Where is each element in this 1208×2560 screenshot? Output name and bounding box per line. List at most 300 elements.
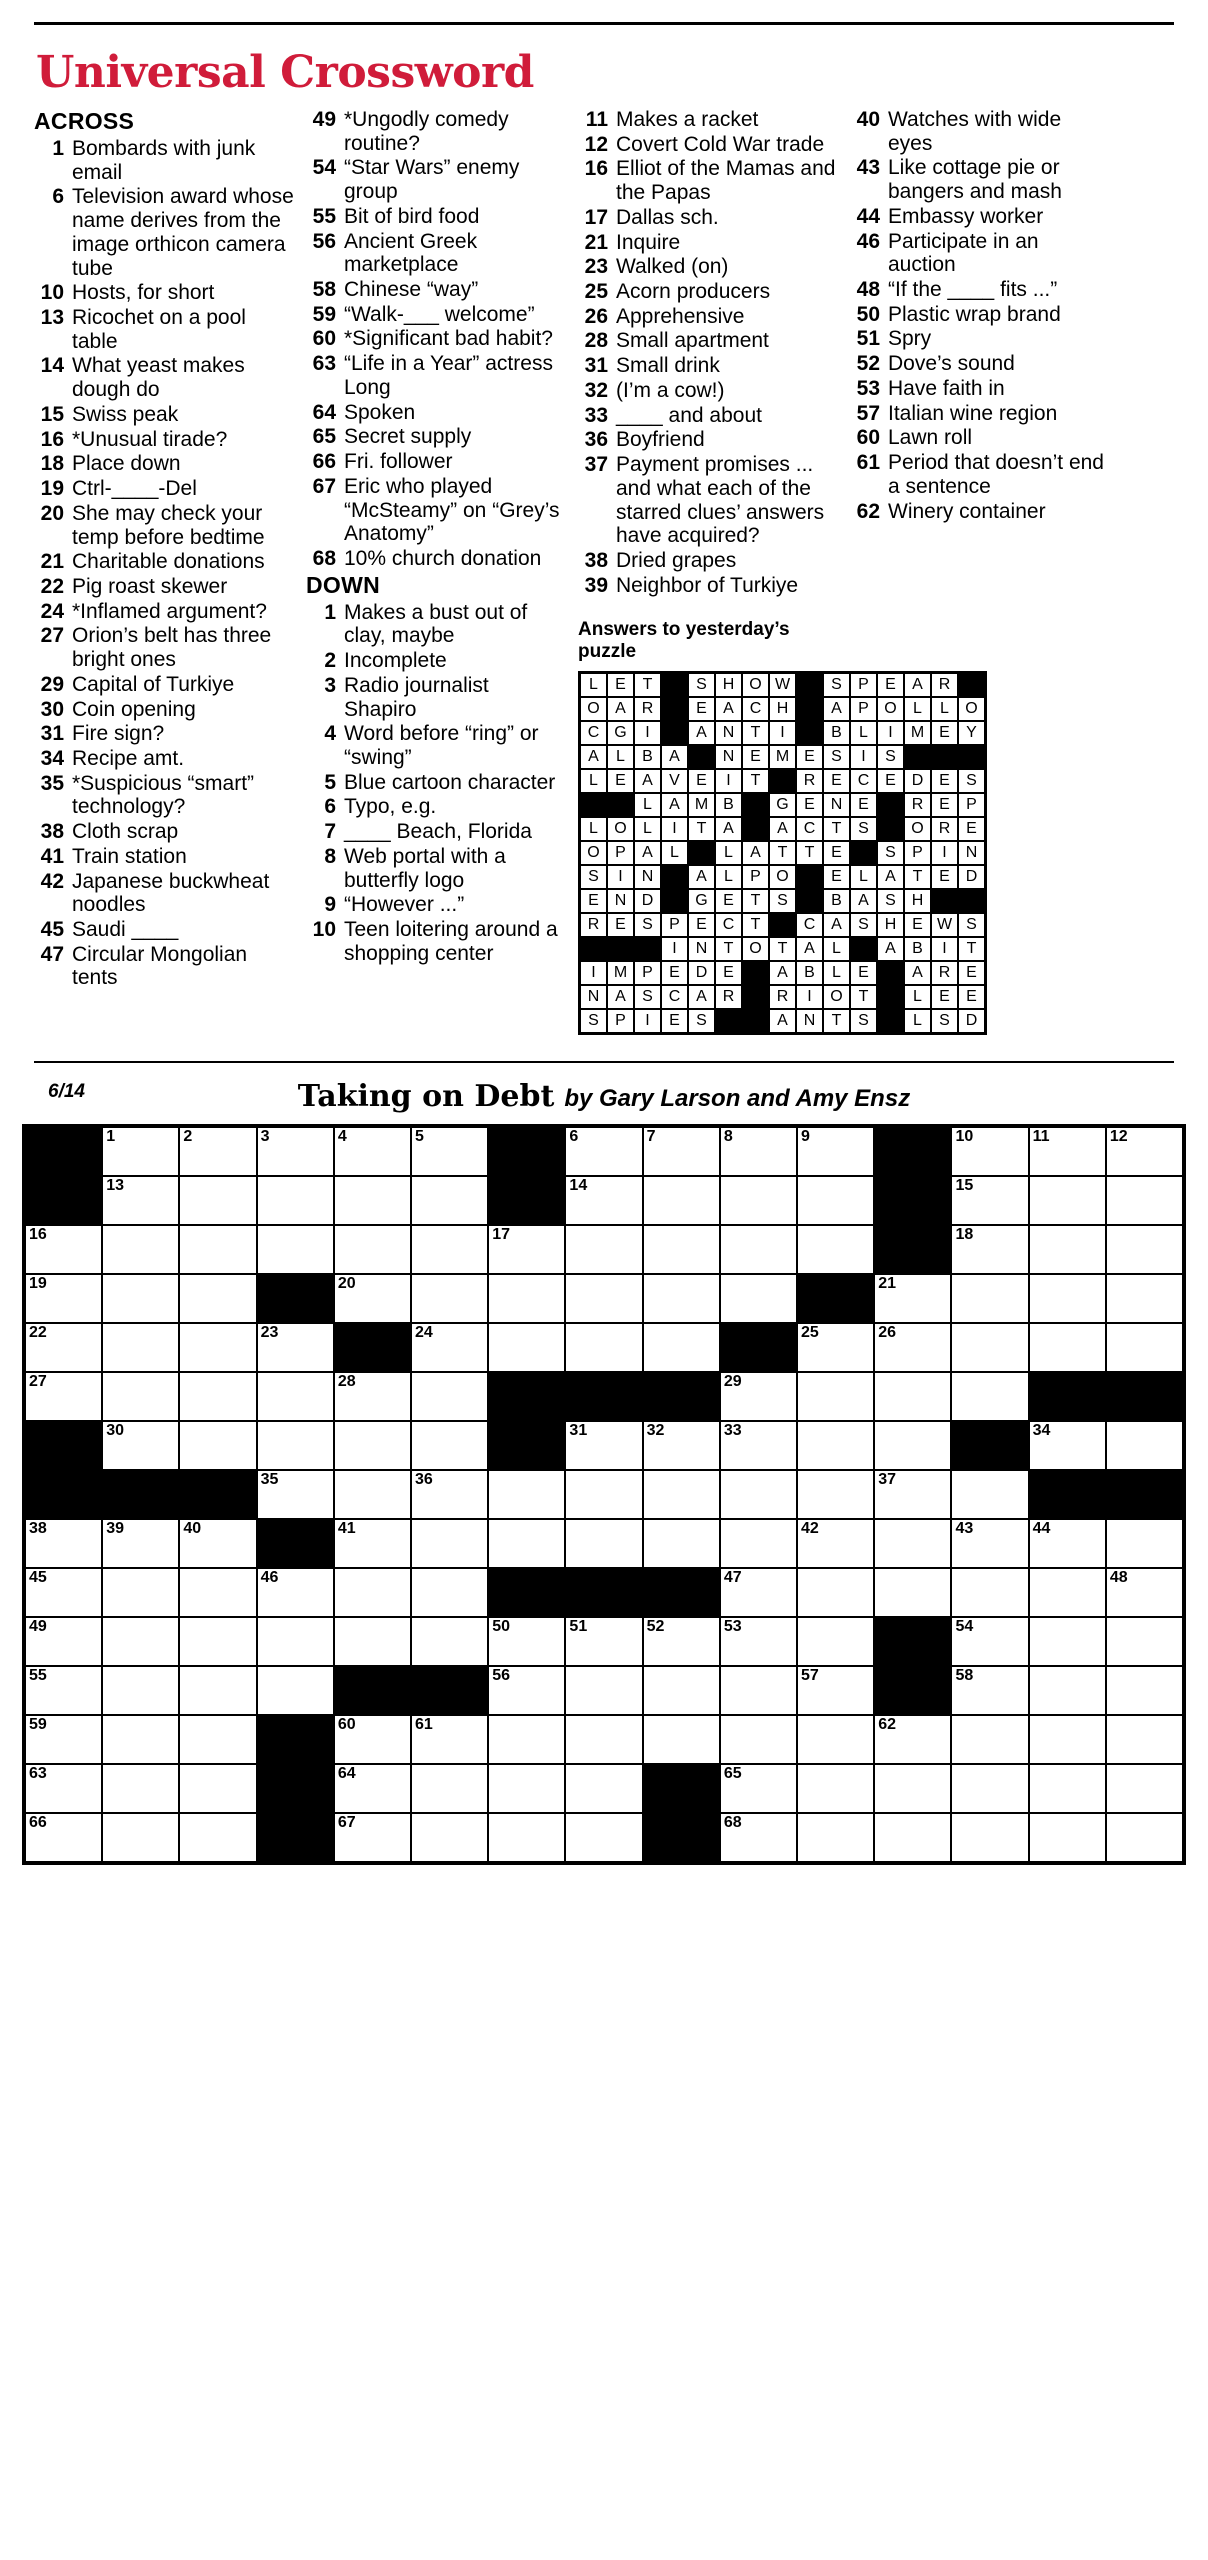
grid-cell[interactable] [797, 1764, 874, 1813]
grid-cell[interactable] [102, 1323, 179, 1372]
grid-cell[interactable] [797, 1813, 874, 1862]
grid-cell[interactable] [179, 1421, 256, 1470]
grid-cell[interactable] [334, 1568, 411, 1617]
grid-cell[interactable] [179, 1372, 256, 1421]
grid-block-cell [488, 1127, 565, 1176]
grid-cell[interactable] [257, 1127, 334, 1176]
answers-letter-cell: C [796, 913, 823, 937]
answers-letter-cell: I [931, 841, 958, 865]
grid-cell[interactable] [643, 1666, 720, 1715]
grid-cell[interactable] [488, 1225, 565, 1274]
grid-cell[interactable] [643, 1274, 720, 1323]
grid-cell[interactable] [874, 1715, 951, 1764]
clue-item [578, 354, 838, 378]
grid-cell[interactable] [488, 1274, 565, 1323]
answers-letter-cell: A [742, 841, 769, 865]
grid-cell[interactable] [25, 1764, 102, 1813]
grid-cell[interactable] [102, 1519, 179, 1568]
grid-cell[interactable] [488, 1764, 565, 1813]
grid-cell[interactable] [1029, 1274, 1106, 1323]
grid-cell[interactable] [797, 1421, 874, 1470]
grid-cell[interactable] [411, 1568, 488, 1617]
clue-item [306, 918, 566, 965]
grid-cell[interactable] [874, 1372, 951, 1421]
grid-cell[interactable] [411, 1127, 488, 1176]
grid-cell-number: 5 [415, 1128, 424, 1146]
grid-cell[interactable] [643, 1176, 720, 1225]
clue-number: 32 [584, 378, 608, 402]
answers-letter-cell: L [715, 865, 742, 889]
grid-cell[interactable] [1106, 1127, 1183, 1176]
answers-block-cell [661, 889, 688, 913]
clue-number: 16 [584, 157, 608, 181]
across-heading: ACROSS [34, 108, 135, 134]
grid-cell[interactable] [179, 1568, 256, 1617]
answers-letter-cell: N [823, 793, 850, 817]
grid-cell[interactable] [951, 1470, 1028, 1519]
grid-cell[interactable] [257, 1617, 334, 1666]
grid-cell[interactable] [720, 1813, 797, 1862]
grid-cell[interactable] [257, 1470, 334, 1519]
grid-cell[interactable] [1106, 1176, 1183, 1225]
grid-cell[interactable] [874, 1764, 951, 1813]
grid-cell[interactable] [25, 1715, 102, 1764]
grid-cell[interactable] [411, 1372, 488, 1421]
answers-letter-cell: O [742, 937, 769, 961]
grid-cell[interactable] [720, 1764, 797, 1813]
grid-block-cell [488, 1372, 565, 1421]
grid-cell[interactable] [411, 1813, 488, 1862]
grid-cell[interactable] [1106, 1421, 1183, 1470]
grid-cell[interactable] [334, 1176, 411, 1225]
grid-cell[interactable] [179, 1764, 256, 1813]
answers-letter-cell: P [904, 841, 931, 865]
clue-item [578, 231, 838, 255]
clue-item [34, 698, 294, 722]
grid-cell[interactable] [951, 1225, 1028, 1274]
grid-cell[interactable] [334, 1372, 411, 1421]
grid-cell[interactable] [257, 1421, 334, 1470]
grid-cell[interactable] [1029, 1127, 1106, 1176]
clue-text: Apprehensive [616, 304, 745, 328]
grid-cell[interactable] [643, 1323, 720, 1372]
grid-cell[interactable] [102, 1372, 179, 1421]
grid-cell[interactable] [720, 1568, 797, 1617]
clue-text: Circular Mongolian tents [72, 942, 248, 990]
grid-cell[interactable] [1106, 1617, 1183, 1666]
grid-cell-number: 20 [337, 1275, 356, 1293]
grid-cell[interactable] [257, 1666, 334, 1715]
grid-cell[interactable] [643, 1715, 720, 1764]
grid-cell[interactable] [720, 1519, 797, 1568]
grid-cell[interactable] [1106, 1274, 1183, 1323]
clue-text: Winery container [888, 499, 1046, 523]
grid-cell[interactable] [565, 1764, 642, 1813]
grid-cell[interactable] [25, 1225, 102, 1274]
grid-cell[interactable] [334, 1225, 411, 1274]
grid-block-cell [488, 1568, 565, 1617]
grid-cell[interactable] [411, 1519, 488, 1568]
clue-number: 15 [40, 402, 64, 426]
grid-block-cell [488, 1176, 565, 1225]
grid-cell[interactable] [565, 1176, 642, 1225]
answers-block-cell [661, 721, 688, 745]
answers-letter-cell: A [661, 793, 688, 817]
answers-block-cell [688, 745, 715, 769]
grid-cell[interactable] [257, 1372, 334, 1421]
grid-cell[interactable] [411, 1421, 488, 1470]
grid-cell[interactable] [411, 1617, 488, 1666]
clue-item [34, 403, 294, 427]
clue-text: “Star Wars” enemy group [344, 156, 520, 204]
grid-cell[interactable] [565, 1666, 642, 1715]
answers-letter-cell: E [661, 1009, 688, 1033]
answers-letter-cell: H [769, 697, 796, 721]
clue-text: 10% church donation [344, 546, 542, 570]
grid-cell[interactable] [179, 1323, 256, 1372]
answers-letter-cell: S [769, 889, 796, 913]
grid-cell[interactable] [951, 1323, 1028, 1372]
grid-row [25, 1813, 1183, 1862]
clue-text: Have faith in [888, 376, 1005, 400]
clue-text: Train station [72, 844, 187, 868]
grid-cell[interactable] [102, 1813, 179, 1862]
clue-text: Covert Cold War trade [616, 132, 825, 156]
grid-cell[interactable] [1106, 1666, 1183, 1715]
answers-letter-cell: E [931, 793, 958, 817]
grid-cell[interactable] [179, 1225, 256, 1274]
grid-cell[interactable] [1029, 1421, 1106, 1470]
grid-cell[interactable] [951, 1715, 1028, 1764]
clue-item [578, 206, 838, 230]
grid-cell[interactable] [1029, 1764, 1106, 1813]
grid-cell[interactable] [797, 1470, 874, 1519]
grid-cell[interactable] [951, 1666, 1028, 1715]
grid-cell[interactable] [411, 1764, 488, 1813]
grid-cell[interactable] [874, 1274, 951, 1323]
grid-cell[interactable] [874, 1470, 951, 1519]
answers-letter-cell: E [931, 721, 958, 745]
grid-cell[interactable] [102, 1176, 179, 1225]
grid-cell[interactable] [334, 1519, 411, 1568]
grid-cell[interactable] [179, 1519, 256, 1568]
grid-cell[interactable] [643, 1617, 720, 1666]
answers-letter-cell: A [607, 985, 634, 1009]
answers-letter-cell: P [850, 673, 877, 697]
grid-cell[interactable] [874, 1323, 951, 1372]
grid-cell[interactable] [411, 1323, 488, 1372]
grid-cell[interactable] [411, 1715, 488, 1764]
grid-cell[interactable] [1106, 1715, 1183, 1764]
grid-cell[interactable] [951, 1127, 1028, 1176]
clue-item [34, 845, 294, 869]
grid-cell[interactable] [797, 1372, 874, 1421]
grid-cell[interactable] [25, 1813, 102, 1862]
grid-cell[interactable] [1029, 1176, 1106, 1225]
grid-block-cell [874, 1666, 951, 1715]
grid-cell[interactable] [1029, 1666, 1106, 1715]
grid-cell-number: 29 [723, 1373, 742, 1391]
grid-cell[interactable] [951, 1372, 1028, 1421]
answers-letter-cell: T [742, 889, 769, 913]
grid-cell[interactable] [643, 1225, 720, 1274]
grid-cell-number: 34 [1032, 1422, 1051, 1440]
answers-letter-cell: I [796, 985, 823, 1009]
answers-letter-cell: R [715, 985, 742, 1009]
grid-cell-number: 49 [29, 1618, 47, 1636]
clue-text: Acorn producers [616, 280, 771, 304]
grid-cell[interactable] [797, 1568, 874, 1617]
answers-letter-cell: R [904, 793, 931, 817]
grid-block-cell [1106, 1372, 1183, 1421]
grid-cell[interactable] [102, 1617, 179, 1666]
grid-cell[interactable] [1029, 1225, 1106, 1274]
grid-cell[interactable] [25, 1666, 102, 1715]
answers-letter-cell: N [634, 865, 661, 889]
grid-cell[interactable] [797, 1176, 874, 1225]
grid-cell[interactable] [25, 1274, 102, 1323]
grid-cell[interactable] [1106, 1764, 1183, 1813]
clue-item [34, 722, 294, 746]
clue-item [306, 547, 566, 571]
grid-cell[interactable] [797, 1715, 874, 1764]
grid-block-cell [257, 1519, 334, 1568]
grid-cell[interactable] [951, 1813, 1028, 1862]
answers-letter-cell: P [661, 913, 688, 937]
clue-number: 34 [40, 746, 64, 770]
grid-cell[interactable] [565, 1813, 642, 1862]
grid-cell[interactable] [874, 1568, 951, 1617]
grid-cell[interactable] [411, 1470, 488, 1519]
grid-cell-number: 46 [260, 1569, 279, 1587]
answers-letter-cell: N [607, 889, 634, 913]
clue-number: 1 [52, 137, 64, 160]
grid-cell[interactable] [1106, 1323, 1183, 1372]
grid-cell[interactable] [720, 1274, 797, 1323]
grid-cell-number: 57 [801, 1667, 819, 1685]
grid-cell[interactable] [565, 1715, 642, 1764]
clue-item [34, 600, 294, 624]
grid-cell[interactable] [874, 1421, 951, 1470]
grid-cell[interactable] [257, 1176, 334, 1225]
grid-cell[interactable] [102, 1127, 179, 1176]
grid-cell-number: 61 [415, 1716, 433, 1734]
clue-number: 23 [584, 255, 608, 279]
answers-block-cell [688, 841, 715, 865]
grid-cell[interactable] [951, 1764, 1028, 1813]
grid-cell[interactable] [1106, 1225, 1183, 1274]
grid-cell[interactable] [25, 1568, 102, 1617]
answers-letter-cell: T [715, 937, 742, 961]
grid-cell[interactable] [720, 1617, 797, 1666]
grid-block-cell [334, 1323, 411, 1372]
grid-cell[interactable] [334, 1764, 411, 1813]
answers-letter-cell: E [904, 913, 931, 937]
grid-cell[interactable] [1106, 1568, 1183, 1617]
grid-cell[interactable] [25, 1323, 102, 1372]
grid-cell[interactable] [1106, 1813, 1183, 1862]
grid-cell[interactable] [488, 1519, 565, 1568]
grid-cell[interactable] [1029, 1323, 1106, 1372]
grid-cell[interactable] [25, 1617, 102, 1666]
grid-cell[interactable] [334, 1274, 411, 1323]
answers-letter-cell: A [661, 745, 688, 769]
grid-cell[interactable] [797, 1323, 874, 1372]
grid-cell[interactable] [951, 1176, 1028, 1225]
grid-cell[interactable] [565, 1127, 642, 1176]
grid-cell[interactable] [488, 1666, 565, 1715]
grid-cell[interactable] [1029, 1715, 1106, 1764]
grid-cell[interactable] [102, 1225, 179, 1274]
answers-letter-cell: E [958, 961, 985, 985]
grid-cell[interactable] [334, 1617, 411, 1666]
grid-block-cell [874, 1617, 951, 1666]
clue-text: Embassy worker [888, 204, 1044, 228]
clue-number: 16 [40, 427, 64, 451]
grid-cell[interactable] [565, 1519, 642, 1568]
clue-number: 54 [312, 156, 336, 180]
grid-cell[interactable] [565, 1323, 642, 1372]
grid-cell[interactable] [951, 1568, 1028, 1617]
grid-cell[interactable] [179, 1176, 256, 1225]
grid-cell[interactable] [179, 1666, 256, 1715]
grid-cell[interactable] [797, 1617, 874, 1666]
grid-cell[interactable] [102, 1568, 179, 1617]
clue-item [34, 452, 294, 476]
grid-cell[interactable] [102, 1764, 179, 1813]
grid-cell[interactable] [334, 1470, 411, 1519]
grid-cell[interactable] [411, 1225, 488, 1274]
clue-text: Watches with wide eyes [888, 108, 1062, 155]
clue-number: 22 [40, 574, 64, 598]
grid-cell[interactable] [102, 1274, 179, 1323]
grid-cell[interactable] [179, 1127, 256, 1176]
grid-cell[interactable] [334, 1127, 411, 1176]
grid-cell[interactable] [565, 1274, 642, 1323]
grid-cell[interactable] [257, 1568, 334, 1617]
grid-cell[interactable] [874, 1813, 951, 1862]
grid-cell[interactable] [102, 1421, 179, 1470]
grid-cell[interactable] [951, 1617, 1028, 1666]
crossword-page [0, 22, 1208, 1865]
grid-row [25, 1470, 1183, 1519]
page-title: Universal Crossword [36, 47, 534, 98]
clue-number: 12 [584, 132, 608, 156]
answers-letter-cell: E [742, 745, 769, 769]
grid-cell[interactable] [951, 1274, 1028, 1323]
clue-item [850, 108, 1110, 155]
grid-cell[interactable] [25, 1372, 102, 1421]
grid-cell[interactable] [1106, 1519, 1183, 1568]
grid-row [25, 1127, 1183, 1176]
grid-cell[interactable] [1029, 1617, 1106, 1666]
answers-letter-cell: L [904, 985, 931, 1009]
answers-letter-cell: L [580, 817, 607, 841]
clue-item [306, 450, 566, 474]
grid-cell[interactable] [720, 1666, 797, 1715]
clue-number: 29 [40, 672, 64, 696]
clue-column-1 [34, 108, 306, 1035]
grid-cell[interactable] [720, 1176, 797, 1225]
grid-cell[interactable] [565, 1617, 642, 1666]
grid-cell[interactable] [874, 1519, 951, 1568]
grid-cell[interactable] [488, 1617, 565, 1666]
grid-cell[interactable] [643, 1519, 720, 1568]
grid-cell[interactable] [334, 1715, 411, 1764]
grid-cell[interactable] [179, 1813, 256, 1862]
grid-cell[interactable] [179, 1715, 256, 1764]
grid-cell[interactable] [257, 1225, 334, 1274]
grid-cell[interactable] [25, 1519, 102, 1568]
clue-text: Charitable donations [72, 550, 265, 574]
answers-letter-cell: D [688, 961, 715, 985]
crossword-grid[interactable] [22, 1124, 1186, 1865]
grid-block-cell [951, 1421, 1028, 1470]
grid-cell[interactable] [565, 1470, 642, 1519]
answers-letter-cell: P [850, 697, 877, 721]
clue-text: Small apartment [616, 329, 769, 353]
grid-cell[interactable] [257, 1323, 334, 1372]
grid-cell[interactable] [951, 1519, 1028, 1568]
grid-cell[interactable] [797, 1225, 874, 1274]
grid-cell[interactable] [102, 1715, 179, 1764]
grid-cell[interactable] [334, 1421, 411, 1470]
grid-cell-number: 3 [260, 1128, 270, 1146]
grid-cell[interactable] [720, 1715, 797, 1764]
grid-cell[interactable] [797, 1519, 874, 1568]
grid-cell[interactable] [720, 1127, 797, 1176]
puzzle-date: 6/14 [48, 1081, 85, 1103]
grid-cell[interactable] [334, 1813, 411, 1862]
grid-cell[interactable] [1029, 1813, 1106, 1862]
grid-cell[interactable] [720, 1470, 797, 1519]
answers-letter-cell: E [823, 841, 850, 865]
grid-cell-number: 4 [337, 1128, 347, 1146]
grid-cell-number: 12 [1109, 1128, 1128, 1146]
grid-cell[interactable] [1029, 1519, 1106, 1568]
grid-cell[interactable] [411, 1274, 488, 1323]
grid-cell[interactable] [643, 1470, 720, 1519]
grid-cell[interactable] [720, 1372, 797, 1421]
grid-cell[interactable] [488, 1470, 565, 1519]
answers-letter-cell: T [634, 673, 661, 697]
grid-cell[interactable] [565, 1421, 642, 1470]
clue-number: 56 [312, 229, 336, 253]
grid-cell[interactable] [488, 1715, 565, 1764]
grid-cell[interactable] [179, 1617, 256, 1666]
grid-cell[interactable] [643, 1421, 720, 1470]
grid-cell[interactable] [720, 1421, 797, 1470]
grid-cell[interactable] [797, 1127, 874, 1176]
answers-letter-cell: S [580, 1009, 607, 1033]
grid-cell[interactable] [411, 1176, 488, 1225]
grid-cell[interactable] [488, 1323, 565, 1372]
clue-number: 30 [40, 697, 64, 721]
grid-cell[interactable] [1029, 1568, 1106, 1617]
clue-number: 2 [324, 649, 336, 673]
grid-cell[interactable] [102, 1666, 179, 1715]
grid-cell[interactable] [565, 1225, 642, 1274]
grid-cell[interactable] [720, 1225, 797, 1274]
clue-item [306, 795, 566, 819]
grid-cell[interactable] [179, 1274, 256, 1323]
clue-item [850, 303, 1110, 327]
answers-letter-cell: C [715, 913, 742, 937]
answers-letter-cell: L [580, 673, 607, 697]
grid-cell[interactable] [797, 1666, 874, 1715]
grid-cell[interactable] [643, 1127, 720, 1176]
grid-cell[interactable] [488, 1813, 565, 1862]
